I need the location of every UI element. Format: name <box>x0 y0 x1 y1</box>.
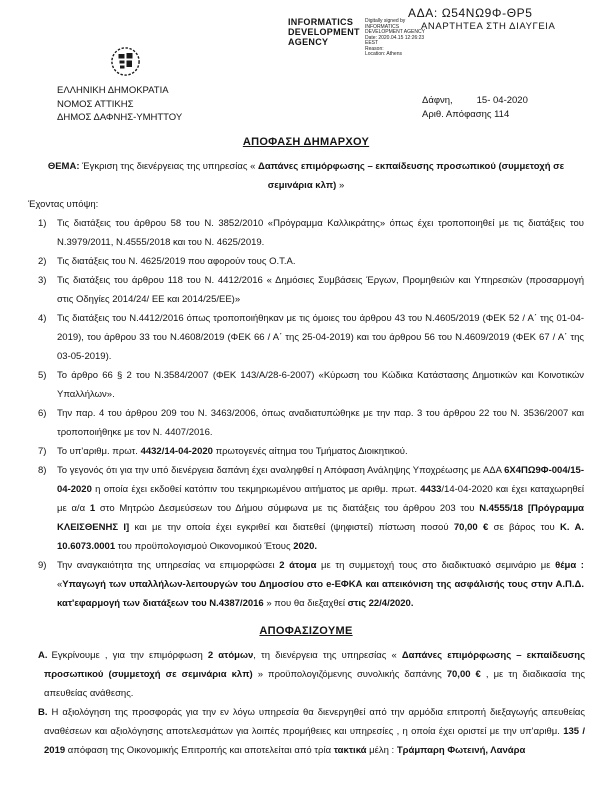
issuing-authority-block <box>57 84 182 125</box>
decision-heading: ΑΠΟΦΑΣΙΖΟΥΜΕ <box>259 625 353 637</box>
diavgeia-posting-note: ΑΝΑΡΤΗΤΕΑ ΣΤΗ ΔΙΑΥΓΕΙΑ <box>421 21 556 32</box>
text-segment: στο Μητρώο Δεσμεύσεων του Δήμου σύμφωνα με τις διατάξεις του άρθρου 203 του <box>95 503 480 514</box>
item-number: 5) <box>38 370 47 381</box>
text-segment: 4432/14-04-2020 <box>140 446 213 457</box>
text-segment: Τις διατάξεις του Ν.4412/2016 όπως τροποποιήθηκαν με τις όμοιες του άρθρου 43 του Ν.4605/2019 (ΦΕΚ 52 / Α΄ της 01-04-2019), του άρθρου 33 του Ν.4608/2019 (ΦΕΚ 66 / Α΄ της 25-04-2019) και του άρθρου 56 του Ν.4609/2019 (ΦΕΚ 67 / Α΄ της 03-05-2019). <box>57 313 584 362</box>
text-segment: 70,00 € <box>453 522 489 533</box>
text-segment: Υπαγωγή των υπαλλήλων-λειτουργών του Δημοσίου στο e-ΕΦΚΑ και απεικόνιση της ασφάλισής τους στην Α.Π.Δ. κατ'εφαρμογή των διατάξεων του Ν.4387/2016 <box>57 579 584 609</box>
signature-line: Location: Athens <box>365 51 402 57</box>
consideration-item <box>38 271 584 309</box>
item-number: 4) <box>38 313 47 324</box>
text-segment: Την παρ. 4 του άρθρου 209 του Ν. 3463/2006, όπως αναδιατυπώθηκε με την παρ. 3 του άρθρου 22 του Ν. 3536/2007 και τροποποιήθηκε με τον Ν. 4407/2016. <box>57 408 584 438</box>
text-segment: 2 ατόμων <box>207 650 254 661</box>
text-segment: μέλη : <box>366 745 397 756</box>
text-segment: Την αναγκαιότητα της υπηρεσίας να επιμορφώσει <box>57 560 280 571</box>
consideration-item <box>38 309 584 366</box>
signature-line: DEVELOPMENT AGENCY <box>365 29 425 35</box>
text-segment: με τη συμμετοχή τους στο διαδικτυακό σεμινάριο με <box>316 560 556 571</box>
text-segment: /14-04-2020 και έχει καταχωρηθεί με α/α <box>57 484 584 514</box>
item-number: 2) <box>38 256 47 267</box>
text-segment: « <box>57 579 63 590</box>
decision-number-line <box>422 108 528 122</box>
text-segment: του προϋπολογισμού Οικονομικού Έτους <box>115 541 294 552</box>
considerations-list <box>0 214 612 613</box>
decision-paragraph <box>38 703 585 760</box>
text-segment: 4433 <box>420 484 442 495</box>
text-segment: Το γεγονός ότι για την υπό διενέργεια δαπάνη έχει αναληφθεί η Απόφαση Ανάληψης Υποχρέωσης με ΑΔΑ <box>57 465 505 476</box>
signature-details <box>365 17 435 58</box>
text-segment: Δαπάνες επιμόρφωσης – εκπαίδευσης προσωπικού (συμμετοχή σε σεμινάρια κλπ) <box>44 650 586 680</box>
text-segment: σε βάρος του <box>488 522 561 533</box>
text-segment: Η αξιολόγηση της προσφοράς για την εν λόγω υπηρεσία θα διενεργηθεί από την αρμόδια επιτροπή διεξαγωγής απευθείας αναθέσεων και αξιολόγησης αποτελεσμάτων για λοιπές προμήθειες και υπηρεσίες , η οποία έχει οριστεί με την υπ'αριθμ. <box>44 707 585 737</box>
document-body <box>0 133 612 760</box>
text-segment: Το άρθρο 66 § 2 του Ν.3584/2007 (ΦΕΚ 143/Α/28-6-2007) «Κύρωση του Κώδικα Κατάστασης Δημοτικών και Κοινοτικών Υπαλλήλων». <box>57 370 584 400</box>
text-segment: θέμα : <box>555 560 584 571</box>
signature-line: Date: 2020.04.15 12:26:23 <box>365 34 425 41</box>
text-segment: Ν.4555/18 [Πρόγραμμα ΚΛΕΙΣΘΕΝΗΣ Ι] <box>57 503 584 533</box>
item-number: 1) <box>38 218 47 229</box>
text-segment: 1 <box>89 503 96 514</box>
consideration-item <box>38 556 584 613</box>
text-segment: τακτικά <box>333 745 367 756</box>
text-segment: Τις διατάξεις του άρθρου 118 του Ν. 4412/2016 « Δημόσιες Συμβάσεις Έργων, Προμηθειών και Υπηρεσιών (προσαρμογή στις Οδηγίες 2014/24/ ΕΕ και 2014/25/ΕΕ)» <box>57 275 584 305</box>
signing-agency-name: INFORMATICS DEVELOPMENT AGENCY <box>288 17 360 47</box>
text-segment: » <box>336 180 345 191</box>
decision-paragraphs <box>0 646 612 760</box>
text-segment: 135 / 2019 <box>44 726 585 756</box>
text-segment: , τη διενέργεια της υπηρεσίας « <box>253 650 402 661</box>
coat-of-arms-icon <box>110 45 141 78</box>
text-segment: 2020. <box>293 541 317 552</box>
consideration-item <box>38 252 584 271</box>
text-segment: Τις διατάξεις του άρθρου 58 του Ν. 3852/2010 «Πρόγραμμα Καλλικράτης» όπως έχει τροποποιηθεί με τις διατάξεις του Ν.3979/2011, Ν.4555/2018 και του Ν. 4625/2019. <box>57 218 584 248</box>
authority-line-municipality: ΔΗΜΟΣ ΔΑΦΝΗΣ-ΥΜΗΤΤΟΥ <box>57 112 183 123</box>
text-segment: η οποία έχει εκδοθεί κατόπιν του τεκμηριωμένου αιτήματος με αριθμ. πρωτ. <box>91 484 421 495</box>
text-segment: 70,00 € <box>446 669 481 680</box>
page-title: ΑΠΟΦΑΣΗ ΔΗΜΑΡΧΟΥ <box>242 136 370 148</box>
text-segment: Εγκρίνουμε , για την επιμόρφωση <box>51 650 208 661</box>
text-segment: » που θα διεξαχθεί <box>263 598 348 609</box>
consideration-item <box>38 214 584 252</box>
signature-line: Reason: <box>365 45 384 52</box>
text-segment: 2 άτομα <box>279 560 317 571</box>
text-segment: » προϋπολογιζόμενης συνολικής δαπάνης <box>252 669 447 680</box>
consideration-item <box>38 442 584 461</box>
text-segment: Το υπ'αριθμ. πρωτ. <box>57 446 141 457</box>
text-segment: , με τη διαδικασία της απευθείας ανάθεσης. <box>44 669 585 699</box>
place-label: Δάφνη, <box>422 95 453 106</box>
authority-line-republic: ΕΛΛΗΝΙΚΗ ΔΗΜΟΚΡΑΤΙΑ <box>57 85 169 96</box>
text-segment: ΘΕΜΑ: <box>47 161 80 172</box>
consideration-item <box>38 366 584 404</box>
digital-signature-block <box>288 17 435 58</box>
consideration-item <box>38 404 584 442</box>
signature-line: INFORMATICS <box>365 23 400 30</box>
paragraph-letter: Β. <box>38 707 48 718</box>
item-number: 3) <box>38 275 47 286</box>
decision-number-label: Αριθ. Απόφασης <box>422 109 492 120</box>
item-number: 8) <box>38 465 47 476</box>
decision-paragraph <box>38 646 585 703</box>
authority-line-prefecture: ΝΟΜΟΣ ΑΤΤΙΚΗΣ <box>57 98 134 110</box>
text-segment: Κ. Α. 10.6073.0001 <box>57 522 584 552</box>
item-number: 6) <box>38 408 47 419</box>
preamble: Έχοντας υπόψη: <box>28 199 99 210</box>
item-number: 9) <box>38 560 47 571</box>
place-date-line <box>422 94 528 108</box>
text-segment: Τις διατάξεις του Ν. 4625/2019 που αφορούν τους Ο.Τ.Α. <box>57 256 296 267</box>
paragraph-letter: Α. <box>38 650 48 661</box>
consideration-item <box>38 461 584 556</box>
item-number: 7) <box>38 446 47 457</box>
decision-number-value: 114 <box>494 109 510 120</box>
text-segment: και με την οποία έχει εγκριθεί και διατεθεί (ψηφιστεί) πίστωση ποσού <box>129 522 454 533</box>
signature-line: Digitally signed by <box>365 18 406 24</box>
subject-line <box>44 157 568 195</box>
ada-code: ΑΔΑ: Ω54ΝΩ9Φ-ΘΡ5 <box>408 6 533 20</box>
date-value: 15- 04-2020 <box>476 95 528 106</box>
text-segment: πρωτογενές αίτημα του Τμήματος Διοικητικού. <box>212 446 408 457</box>
coat-of-arms-emblem <box>110 45 141 81</box>
text-segment: στις 22/4/2020. <box>347 598 414 609</box>
place-date-block <box>422 94 528 122</box>
text-segment: Δαπάνες επιμόρφωσης – εκπαίδευσης προσωπικού (συμμετοχή σε σεμινάρια κλπ) <box>258 161 565 191</box>
signature-line: EEST <box>365 40 379 46</box>
text-segment: 6Χ4ΠΩ9Φ-004/15-04-2020 <box>57 465 584 495</box>
text-segment: Έγκριση της διενέργειας της υπηρεσίας « <box>79 161 258 172</box>
text-segment: απόφαση της Οικονομικής Επιτροπής και αποτελείται από τρία <box>65 745 334 756</box>
text-segment: Τράμπαρη Φωτεινή, Λανάρα <box>396 745 526 756</box>
